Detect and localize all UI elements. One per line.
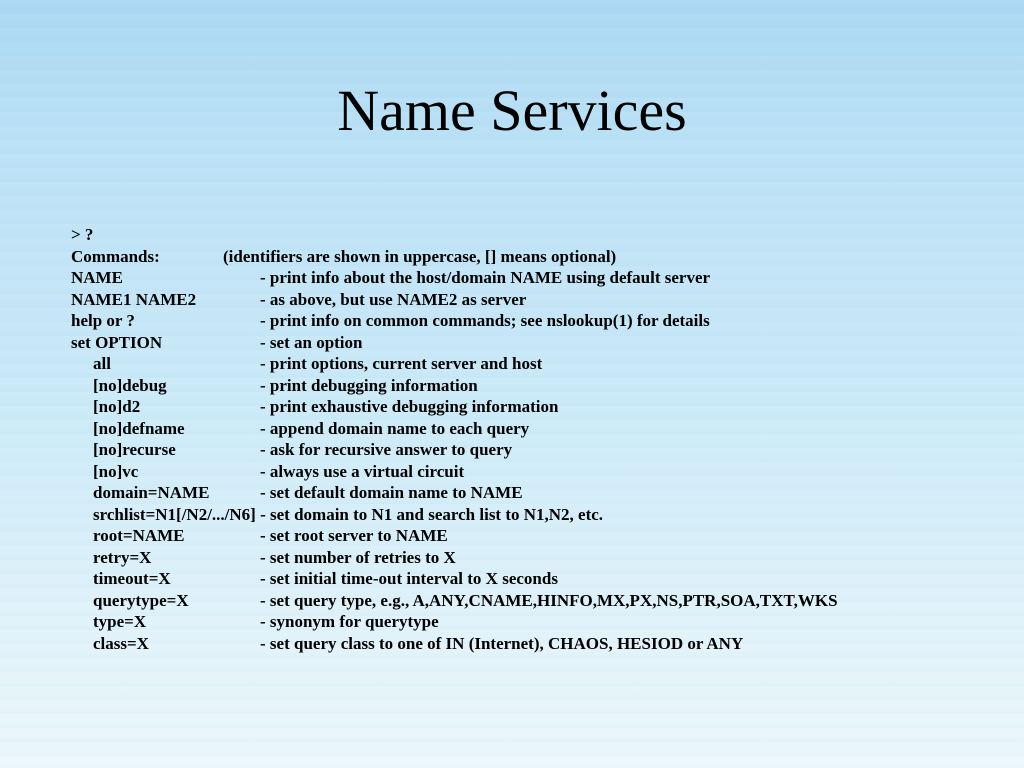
option-desc: - print options, current server and host <box>260 354 543 373</box>
option-key <box>93 504 603 526</box>
command-key: help or ? <box>71 311 135 330</box>
option-key: [no]vc <box>93 461 139 481</box>
command-desc: - set an option <box>260 332 363 352</box>
command-row <box>71 289 1011 311</box>
option-row <box>71 590 1011 612</box>
commands-label: Commands: <box>71 246 160 266</box>
command-row <box>71 332 1011 354</box>
command-key: set OPTION <box>71 332 163 352</box>
option-desc: - print exhaustive debugging information <box>260 397 559 416</box>
option-row <box>71 482 1011 504</box>
option-key: class=X <box>93 633 149 653</box>
option-key: [no]recurse <box>93 440 176 459</box>
slide-title: Name Services <box>337 78 687 143</box>
option-row-inline <box>71 504 1011 526</box>
option-row <box>71 353 1011 375</box>
option-row <box>71 461 1011 483</box>
option-desc: - set domain to N1 and search list to N1,N2, etc. <box>260 504 604 524</box>
option-row <box>71 633 1011 655</box>
command-key: NAME <box>71 268 123 287</box>
option-desc: - set root server to NAME <box>260 526 448 545</box>
option-key: timeout=X <box>93 569 171 588</box>
option-desc: - synonym for querytype <box>260 612 439 631</box>
option-key: all <box>93 354 111 373</box>
option-key: [no]d2 <box>93 397 141 416</box>
command-desc: - print info about the host/domain NAME using default server <box>260 268 711 287</box>
option-desc: - set query type, e.g., A,ANY,CNAME,HINFO,MX,PX,NS,PTR,SOA,TXT,WKS <box>260 590 838 610</box>
prompt-line <box>71 224 1011 246</box>
option-row <box>71 611 1011 633</box>
command-desc: - as above, but use NAME2 as server <box>260 289 527 309</box>
command-row <box>71 267 1011 289</box>
option-desc: - print debugging information <box>260 375 478 395</box>
option-desc: - ask for recursive answer to query <box>260 440 513 459</box>
option-row <box>71 547 1011 569</box>
option-key: domain=NAME <box>93 483 210 502</box>
commands-header-line <box>71 246 1011 268</box>
option-desc: - always use a virtual circuit <box>260 461 465 481</box>
option-desc: - set query class to one of IN (Internet), CHAOS, HESIOD or ANY <box>260 633 744 653</box>
option-row <box>71 568 1011 590</box>
prompt-text: > ? <box>71 225 94 244</box>
option-row <box>71 396 1011 418</box>
option-key: type=X <box>93 612 147 631</box>
option-row <box>71 375 1011 397</box>
option-row <box>71 418 1011 440</box>
option-row <box>71 439 1011 461</box>
option-key: querytype=X <box>93 590 189 610</box>
option-key-text: srchlist=N1[/N2/.../N6] <box>93 504 256 524</box>
option-key: [no]defname <box>93 418 185 438</box>
option-desc: - set default domain name to NAME <box>260 483 523 502</box>
command-key: NAME1 NAME2 <box>71 289 197 309</box>
command-desc: - print info on common commands; see nslookup(1) for details <box>260 311 710 330</box>
nslookup-help-listing <box>71 224 1011 654</box>
commands-note: (identifiers are shown in uppercase, [] means optional) <box>223 246 617 266</box>
option-row <box>71 525 1011 547</box>
command-row <box>71 310 1011 332</box>
option-key: root=NAME <box>93 526 185 545</box>
option-desc: - set initial time-out interval to X seconds <box>260 569 558 588</box>
option-desc: - append domain name to each query <box>260 418 530 438</box>
option-key: retry=X <box>93 547 152 567</box>
option-key: [no]debug <box>93 375 167 395</box>
option-desc: - set number of retries to X <box>260 547 456 567</box>
